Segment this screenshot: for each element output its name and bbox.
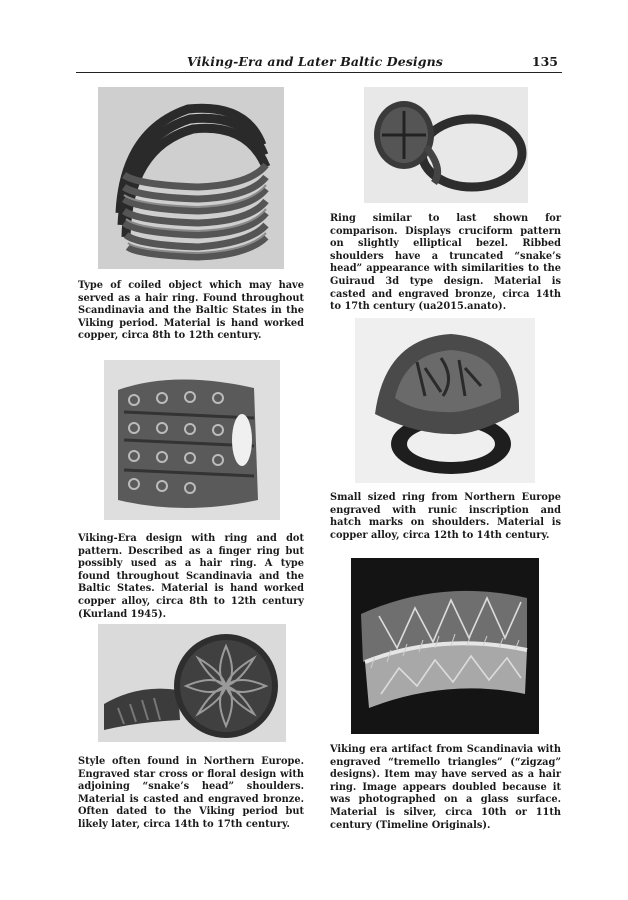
star-cross-ring-photo [98, 624, 286, 742]
ring-and-dot-ring-photo [104, 360, 280, 520]
header-title: Viking-Era and Later Baltic Designs [187, 54, 443, 69]
cruciform-bezel-ring-photo [364, 87, 528, 203]
header-rule [76, 72, 562, 73]
caption-zigzag-silver-ring: Viking era artifact from Scandinavia with engraved “tremello triangles” (“zigzag” designs). Item may have served as a hair ring. Image appears doubled because it was photographed on a glass surface. Material is silver, circa 10th or 11th century (Timeline Originals). [330, 744, 561, 831]
caption-ring-and-dot-ring: Viking-Era design with ring and dot pattern. Described as a finger ring but possibly used as a hair ring. A type found throughout Scandinavia and the Baltic States. Material is hand worked copper alloy, circa 8th to 12th century (Kurland 1945). [78, 533, 304, 620]
coiled-ring-photo [98, 87, 284, 269]
caption-coiled-ring: Type of coiled object which may have served as a hair ring. Found throughout Scandinavia and the Baltic States in the Viking period. Material is hand worked copper, circa 8th to 12th century. [78, 280, 304, 342]
caption-star-cross-ring: Style often found in Northern Europe. Engraved star cross or floral design with adjoining “snake’s head” shoulders. Material is casted and engraved bronze. Often dated to the Viking period but likely later, circa 14th to 17th century. [78, 756, 304, 830]
runic-inscription-ring-photo [355, 318, 535, 483]
page-number: 135 [531, 54, 558, 69]
zigzag-silver-ring-photo [351, 558, 539, 734]
caption-cruciform-bezel-ring: Ring similar to last shown for comparison. Displays cruciform pattern on slightly elliptical bezel. Ribbed shoulders have a truncated “snake’s head” appearance with similarities to the Guiraud 3d type design. Material is casted and engraved bronze, circa 14th to 17th century (ua2015.anato). [330, 213, 561, 313]
caption-runic-inscription-ring: Small sized ring from Northern Europe engraved with runic inscription and hatch marks on shoulders. Material is copper alloy, circa 12th to 14th century. [330, 492, 561, 541]
